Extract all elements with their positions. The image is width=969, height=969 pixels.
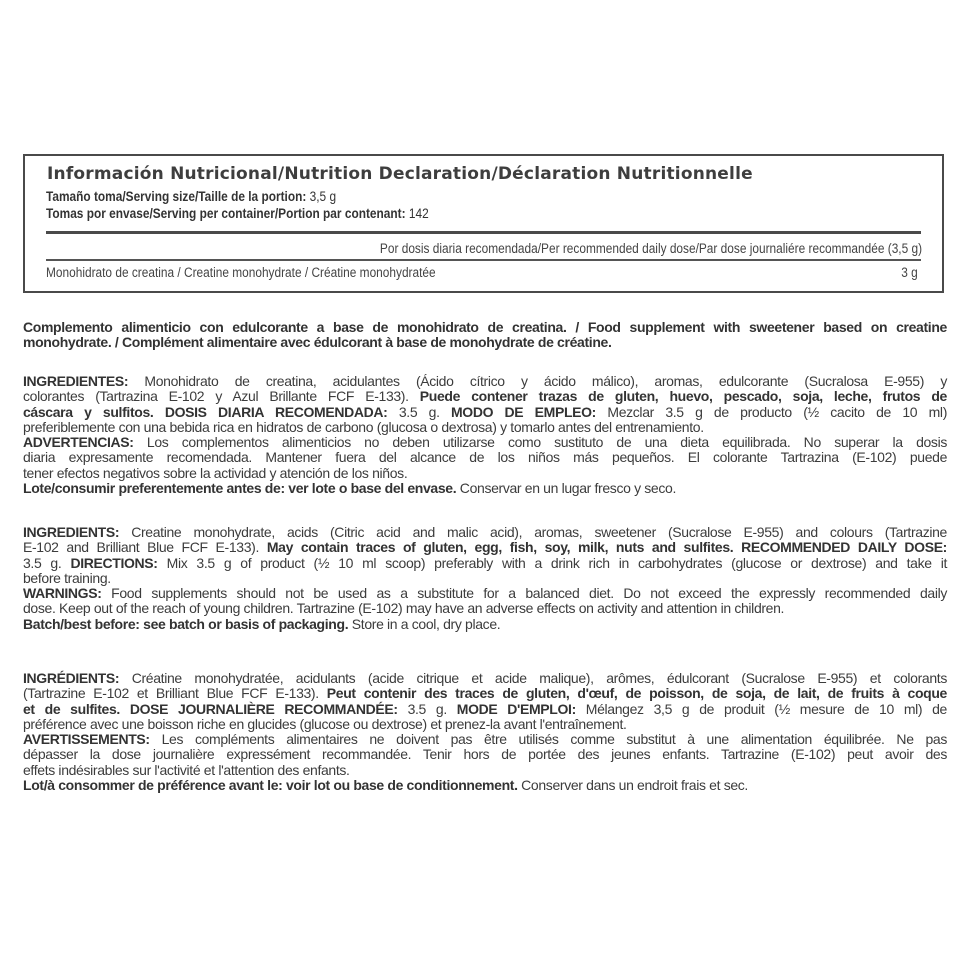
divider-thin [46,259,921,261]
en-dose-value: 3.5 g. [23,554,71,571]
es-allergens: Puede contener trazas de gluten, huevo, pescado, soja, leche, frutos de [419,388,947,405]
servings-value: 142 [408,206,429,221]
es-ingredients-label: INGREDIENTES: [23,373,129,389]
es-ingredients-text-2: colorantes (Tartrazina E-102 y Azul Brillante FCF E-133). [23,388,420,405]
nutrition-title: Información Nutricional/Nutrition Declaration/Déclaration Nutritionnelle [47,164,753,184]
fr-ingredients-text: Créatine monohydratée, acidulants (acide citrique et acide malique), arômes, édulcorant (Sucralose E-955) et colorants [119,670,947,686]
es-dose-value: 3.5 g. [387,403,451,420]
fr-dose-value: 3.5 g. [397,700,457,717]
es-batch-text: Conservar en un lugar fresco y seco. [456,480,676,497]
en-directions-label: DIRECTIONS: [70,554,158,571]
en-allergens: May contain traces of gluten, egg, fish, soy, milk, nuts and sulfites. [266,539,734,556]
fr-warnings-text-3: effets indésirables sur l'activité et l'attention des enfants. [23,761,350,778]
en-ingredients-text-2: E-102 and Brilliant Blue FCF E-133). [23,539,267,556]
es-warnings-label: ADVERTENCIAS: [23,434,134,451]
en-warnings-text-2: dose. Keep out of the reach of young children. Tartrazine (E-102) may have an adverse effects on activity and attention in children. [23,600,785,617]
serving-size [46,189,336,204]
es-warnings-text-2: diaria expresamente recomendada. Mantener fuera del alcance de los niños más pequeños. El colorante Tartrazina (E-102) puede [23,449,947,466]
fr-directions-text-2: préférence avec une boisson riche en glucides (glucose ou dextrose) et prenez-la avant l'entraînement. [23,715,627,732]
en-warnings-text: Food supplements should not be used as a substitute for a balanced diet. Do not exceed the expressly recommended daily [101,585,947,602]
en-directions-text-2: before training. [23,569,111,586]
fr-allergens: Peut contenir des traces de gluten, d'œuf, de poisson, de soja, de lait, de fruits à coque [326,685,947,702]
en-ingredients-text: Creatine monohydrate, acids (Citric acid and malic acid), aromas, sweetener (Sucralose E-955) and colours (Tartrazine [119,524,947,540]
serving-size-label: Tamaño toma/Serving size/Taille de la portion: [46,189,307,204]
description-line-1: Complemento alimenticio con edulcorante a base de monohidrato de creatina. / Food supplement with sweetener based on creatine [23,319,947,335]
nutrition-table [23,154,944,293]
column-header: Por dosis diaria recomendada/Per recommended daily dose/Par dose journaliére recommandée (3,5 g) [379,241,922,256]
en-warnings-label: WARNINGS: [23,585,102,602]
fr-ingredients-label: INGRÉDIENTS: [23,670,120,686]
serving-size-value: 3,5 g [309,189,337,204]
fr-allergens-2: et de sulfites. [23,700,120,717]
en-ingredients-label: INGREDIENTS: [23,524,120,540]
fr-batch-text: Conserver dans un endroit frais et sec. [517,777,748,794]
french-section [23,671,947,793]
es-warnings-text-3: tener efectos negativos sobre la actividad y atención de los niños. [23,464,408,481]
es-ingredients-text: Monohidrato de creatina, acidulantes (Ácido cítrico y ácido málico), aromas, edulcorante (Sucralosa E-955) y [128,373,947,389]
servings-label: Tomas por envase/Serving per container/Portion par contenant: [46,206,406,221]
spanish-section [23,374,947,496]
fr-warnings-label: AVERTISSEMENTS: [23,731,150,748]
servings-per-container [46,206,429,221]
es-dose-label: DOSIS DIARIA RECOMENDADA: [153,403,388,420]
fr-directions-text: Mélangez 3,5 g de produit (½ mesure de 10 ml) de [575,700,947,717]
en-batch-label: Batch/best before: see batch or basis of packaging. [23,615,349,632]
nutrient-name: Monohidrato de creatina / Creatine monohydrate / Créatine monohydratée [46,265,436,280]
en-dose-label: RECOMMENDED DAILY DOSE: [733,539,947,556]
divider-thick [46,231,921,234]
es-directions-text: Mezclar 3.5 g de producto (½ cacito de 10 ml) [596,403,948,420]
english-section [23,525,947,632]
fr-warnings-text-2: dépasser la dose journalière expressément recommandée. Tenir hors de portée des jeunes enfants. Tartrazine (E-102) peut avoir des [23,746,947,763]
es-directions-label: MODO DE EMPLEO: [451,403,596,420]
es-directions-text-2: preferiblemente con una bebida rica en hidratos de carbono (glucosa o dextrosa) y tomarlo antes del entrenamiento. [23,418,704,435]
fr-directions-label: MODE D'EMPLOI: [456,700,576,717]
es-warnings-text: Los complementos alimenticios no deben utilizarse como sustituto de una dieta equilibrada. No superar la dosis [133,434,947,451]
fr-batch-label: Lot/à consommer de préférence avant le: voir lot ou base de conditionnement. [23,777,518,794]
es-allergens-2: cáscara y sulfitos. [23,403,154,420]
description-line-2: monohydrate. / Complément alimentaire avec édulcorant à base de monohydrate de créatine. [23,334,612,351]
fr-warnings-text: Les compléments alimentaires ne doivent pas être utilisés comme substitut à une alimentation équilibrée. Ne pas [149,731,947,748]
en-batch-text: Store in a cool, dry place. [348,615,501,632]
product-description [23,320,947,351]
es-batch-label: Lote/consumir preferentemente antes de: ver lote o base del envase. [23,480,457,497]
fr-ingredients-text-2: (Tartrazine E-102 et Brilliant Blue FCF E-133). [23,685,327,702]
en-directions-text: Mix 3.5 g of product (½ 10 ml scoop) preferably with a drink rich in carbohydrates (glucose or dextrose) and take it [157,554,948,571]
nutrient-value: 3 g [901,265,918,280]
fr-dose-label: DOSE JOURNALIÈRE RECOMMANDÉE: [119,700,398,717]
